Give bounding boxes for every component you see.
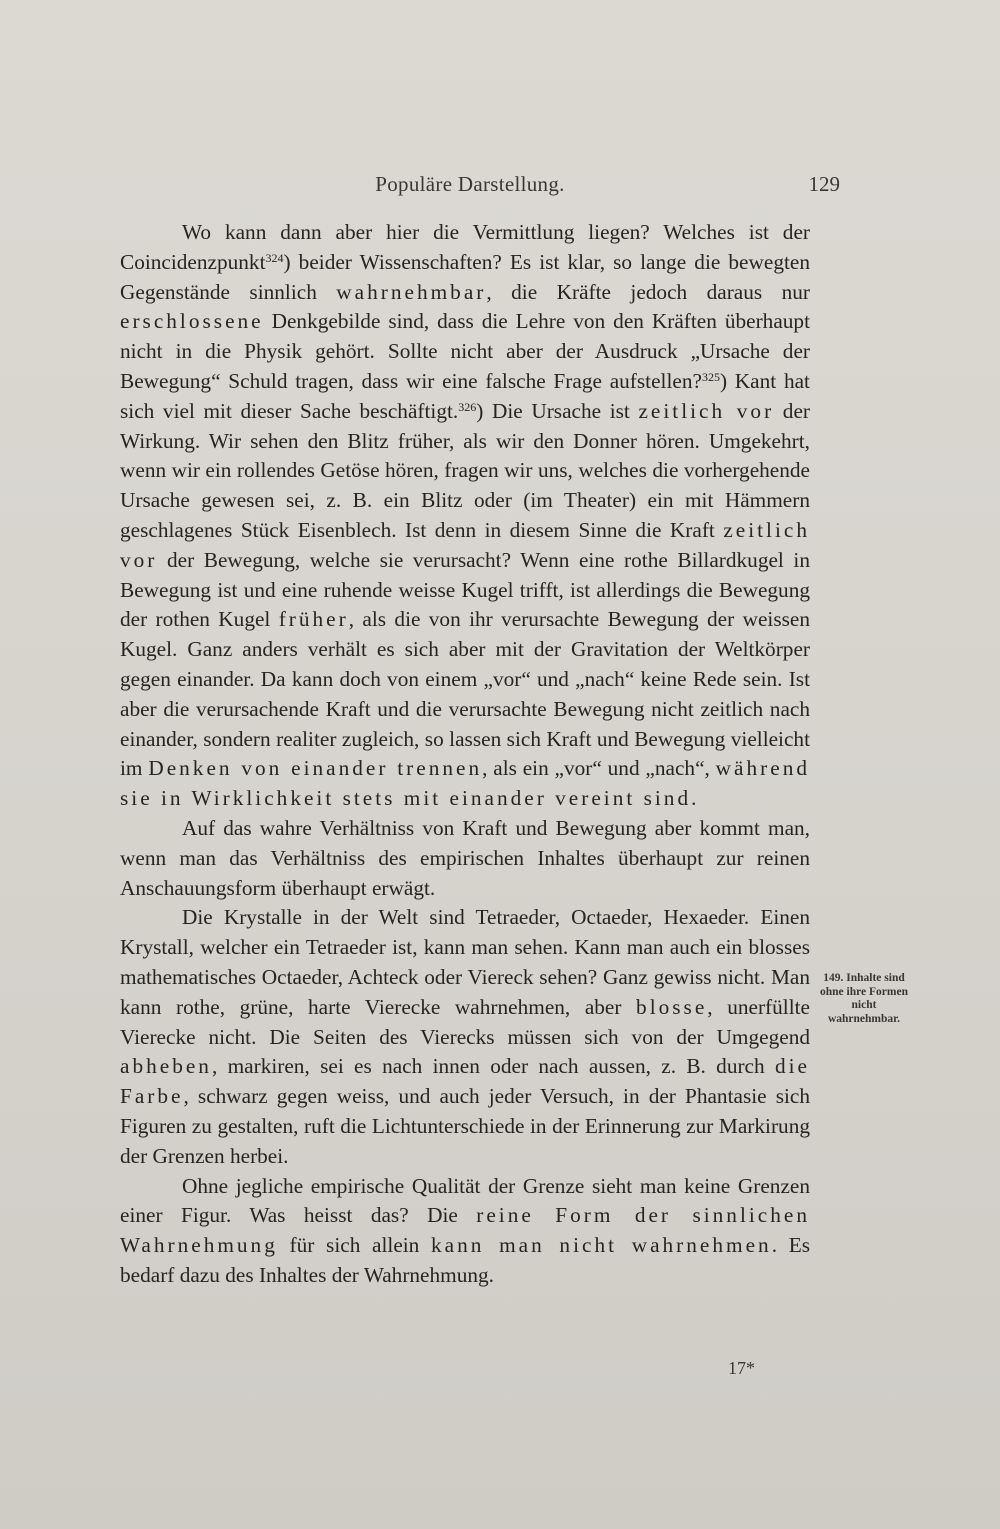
running-head bbox=[120, 172, 920, 202]
emphasis-text: blosse bbox=[636, 994, 708, 1019]
emphasis-text: kann man nicht wahrnehmen bbox=[431, 1233, 772, 1258]
text-run: , unerfüllte Vierecke nicht. Die Seiten des Vierecks müssen sich von der Umgegend bbox=[120, 994, 810, 1049]
emphasis-text: während sie in Wirklichkeit stets mit einander vereint sind bbox=[120, 756, 810, 811]
margin-note: 149. Inhalte sind ohne ihre Formen nicht wahrnehmbar. bbox=[820, 972, 908, 1025]
running-title: Populäre Darstellung. bbox=[375, 172, 565, 196]
footnote-ref-325: 325 bbox=[701, 369, 720, 384]
text-run: , als ein „vor“ und „nach“, bbox=[482, 756, 716, 781]
signature-mark: 17* bbox=[728, 1358, 755, 1378]
paragraph-4 bbox=[120, 1172, 810, 1291]
text-run: , schwarz gegen weiss, und auch jeder Versuch, in der Phantasie sich Figuren zu gestalten, ruft die Lichtunterschiede in der Erinnerung zur Markirung der Grenzen herbei. bbox=[120, 1084, 810, 1168]
text-run: , markiren, sei es nach innen oder nach aussen, z. B. durch bbox=[211, 1054, 775, 1079]
text-run: Wo kann dann aber hier die Vermittlung liegen? Welches ist der Coincidenzpunkt bbox=[120, 220, 810, 274]
text-run: Ohne jegliche empirische Qualität der Grenze sieht man keine Grenzen einer Figur. Was heisst das? Die bbox=[120, 1173, 810, 1228]
emphasis-text: zeitlich vor bbox=[638, 398, 775, 423]
text-run: der Wirkung. Wir sehen den Blitz früher, als wir den Donner hören. Umgekehrt, wenn wir ein rollendes Getöse hören, fragen wir uns, welches die vorhergehende Ursache gewesen sei, z. B. ein Blitz oder (im Theater) ein mit Hämmern geschlagenes Stück Eisenblech. Ist denn in diesem Sinne die Kraft bbox=[120, 398, 810, 542]
paragraph-3 bbox=[120, 903, 810, 1171]
text-run: ) beider Wissenschaften? Es ist klar, so lange die bewegten Gegenstände sinnlich bbox=[120, 249, 810, 304]
text-run: ) Kant hat sich viel mit dieser Sache beschäftigt. bbox=[120, 368, 810, 423]
text-run: der Bewegung, welche sie verursacht? Wenn eine rothe Billardkugel in Bewegung ist und eine ruhende weisse Kugel trifft, ist allerdings die Bewegung der rothen Kugel bbox=[120, 547, 810, 632]
text-run: für sich allein bbox=[277, 1233, 432, 1258]
emphasis-text: Denken von einander trennen bbox=[148, 756, 483, 781]
text-run: . Es bedarf dazu des Inhaltes der Wahrnehmung. bbox=[120, 1233, 810, 1287]
text-run: Denkgebilde sind, dass die Lehre von den Kräften überhaupt nicht in die Physik gehört. Sollte nicht aber der Ausdruck „Ursache der Bewegung“ Schuld tragen, dass wir eine falsche Frage aufstellen? bbox=[120, 309, 810, 393]
emphasis-text: früher bbox=[278, 607, 349, 632]
emphasis-text: wahrnehmbar bbox=[336, 279, 487, 304]
paragraph-1 bbox=[120, 218, 810, 814]
text-run: , die Kräfte jedoch daraus nur bbox=[486, 279, 811, 304]
body-text bbox=[120, 218, 810, 1291]
text-run: ) Die Ursache ist bbox=[476, 398, 639, 423]
footnote-ref-324: 324 bbox=[265, 250, 284, 265]
page-number: 129 bbox=[808, 172, 840, 196]
emphasis-text: reine Form der sinnlichen Wahrnehmung bbox=[120, 1203, 810, 1258]
text-run: , als die von ihr verursachte Bewegung der weissen Kugel. Ganz anders verhält es sich aber mit der Gravitation der Weltkörper gegen einander. Da kann doch von einem „vor“ und „nach“ keine Rede sein. Ist aber die verursachende Kraft und die verursachte Bewegung nicht zeitlich nach einander, sondern realiter zugleich, so lassen sich Kraft und Bewegung vielleicht im bbox=[120, 607, 810, 781]
paragraph-2: Auf das wahre Verhältniss von Kraft und Bewegung aber kommt man, wenn man das Verhältniss des empirischen Inhaltes überhaupt zur reinen Anschauungsform überhaupt erwägt. bbox=[120, 815, 810, 900]
emphasis-text: zeitlich vor bbox=[120, 517, 810, 572]
text-run: Die Krystalle in der Welt sind Tetraeder, Octaeder, Hexaeder. Einen Krystall, welcher ein Tetraeder ist, kann man sehen. Kann man auch ein blosses mathematisches Octaeder, Achteck oder Viereck sehen? Ganz gewiss nicht. Man kann rothe, grüne, harte Vierecke wahrnehmen, aber bbox=[120, 905, 810, 1019]
emphasis-text: abheben bbox=[120, 1054, 212, 1079]
emphasis-text: erschlossene bbox=[120, 309, 264, 334]
emphasis-text: die Farbe bbox=[120, 1054, 810, 1109]
text-run: . bbox=[691, 786, 697, 811]
footnote-ref-326: 326 bbox=[458, 399, 477, 414]
